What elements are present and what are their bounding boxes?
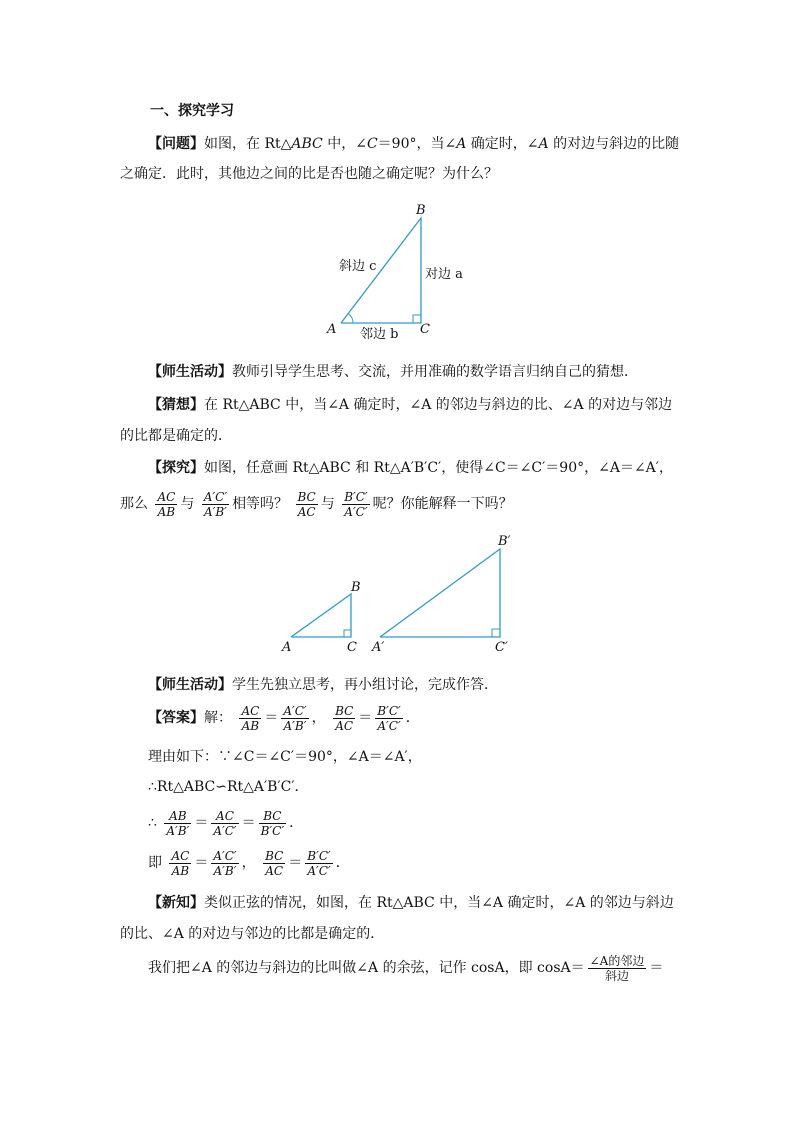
small-right-angle-mark [344,630,351,637]
denominator: AC [265,863,284,878]
answer-similar: ∴Rt△ABC∽Rt△A′B′C′． [148,779,309,795]
numerator: ∠A的邻边 [589,953,645,968]
numerator: A′C′ [203,489,228,504]
denominator: AB [157,504,176,519]
activity1-line [148,362,638,382]
fraction [263,849,285,878]
numerator: AC [241,703,260,718]
guess-label: 【猜想】 [148,397,204,413]
problem-var: A [456,136,467,152]
equals-sign: ＝ [649,960,664,976]
section-title: 一、探究学习 [150,103,234,119]
fraction [155,490,177,519]
explore-text: 相等吗？ [232,496,289,512]
explore-text: 与 [320,496,335,512]
denominator: AB [171,863,190,878]
explore-line-2 [120,486,513,522]
numerator: B′C′ [344,489,368,504]
numerator: A′C′ [283,703,307,718]
large-right-angle-mark [492,629,500,637]
numerator: BC [335,703,354,718]
label-C: C [347,640,357,655]
problem-text: 如图，在 Rt△ [204,136,292,152]
answer-text: 解： [204,710,232,726]
problem-text: ＝90°，当∠ [377,136,457,152]
problem-line-2: 之确定．此时，其他边之间的比是否也随之确定呢？为什么？ [120,166,498,182]
fraction [164,809,191,838]
label-B: B [416,203,426,218]
problem-text: 的对边与斜边的比随 [548,136,680,152]
answer-reason: 理由如下：∵∠C＝∠C′＝90°，∠A＝∠A′， [148,749,422,765]
fraction [375,704,402,733]
explore-text: 呢？你能解释一下吗？ [372,496,513,512]
fraction [296,490,318,519]
activity1-text: 教师引导学生思考、交流，并用准确的数学语言归纳自己的猜想． [232,364,638,380]
label-C: C [420,322,430,337]
large-triangle-outline [380,549,500,637]
answer-label: 【答案】 [148,710,204,726]
numerator: A′C′ [213,848,237,863]
denominator: A′B′ [213,863,237,878]
numerator: AC [211,809,238,824]
label-A: A [327,322,337,337]
denominator: AB [241,718,260,733]
figure-right-triangle [320,200,480,350]
fraction [281,704,308,733]
numerator: AC [157,489,176,504]
explore-text-1: 如图，任意画 Rt△ABC 和 Rt△A′B′C′，使得∠C＝∠C′＝90°，∠A＝∠A′， [204,460,673,476]
label-A: A [282,640,292,655]
problem-var: ABC [291,136,323,152]
activity2-line [148,675,498,695]
angle-arc [348,314,353,324]
denominator: A′C′ [344,504,368,519]
guess-line-1 [148,395,672,415]
label-C-prime: C′ [495,640,508,655]
numerator: BC [259,809,286,824]
fraction [202,490,229,519]
label-A-prime: A′ [372,640,385,655]
newknow-text-3: 我们把∠A 的邻边与斜边的比叫做∠A 的余弦，记作 cosA，即 cosA＝ [148,960,585,976]
denominator: B′C′ [260,823,285,838]
numerator: AC [171,848,190,863]
newknow-label: 【新知】 [148,895,204,911]
numerator: B′C′ [377,703,401,718]
explore-label: 【探究】 [148,460,204,476]
explore-text: 那么 [120,496,148,512]
numerator: BC [265,848,284,863]
activity2-text: 学生先独立思考，再小组讨论，完成作答． [232,677,498,693]
therefore-symbol: ∴ [148,815,157,831]
denominator: 斜边 [604,968,629,983]
newknow-line-2: 的比、∠A 的对边与邻边的比都是确定的． [120,926,385,942]
answer-ji: 即 $\frac{AC}{AB}$ ＝ $\frac{A'C'}{A'B'}$ ， $\frac{BC}{AC}$ ＝ $\frac{B'C'}{A'C'}$ ． [148,848,350,878]
fraction [588,954,647,983]
problem-line-1 [148,134,679,154]
denominator: A′B′ [166,823,190,838]
fraction [211,809,238,838]
label-B-prime: B′ [498,534,511,549]
problem-text: 确定时，∠ [466,136,539,152]
newknow-line-1 [148,893,674,913]
fraction [211,849,238,878]
denominator: A′B′ [283,718,307,733]
denominator: A′C′ [307,863,331,878]
denominator: A′C′ [377,718,401,733]
newknow-text-1: 类似正弦的情况，如图，在 Rt△ABC 中，当∠A 确定时，∠A 的邻边与斜边 [204,895,674,911]
figure-similar-triangles [278,530,528,660]
activity1-label: 【师生活动】 [148,364,232,380]
denominator: A′B′ [203,504,227,519]
problem-label: 【问题】 [148,136,204,152]
label-adjacent: 邻边 b [360,327,399,342]
label-B: B [351,580,361,595]
numerator: B′C′ [307,848,331,863]
fraction [333,704,355,733]
answer-line-1: 【答案】解： $\frac{AC}{AB}$ ＝ $\frac{A'C'}{A'B'}$ ， $\frac{BC}{AC}$ ＝ $\frac{B'C'}{A'C'}$ ． [148,703,420,733]
denominator: AC [335,718,354,733]
problem-var: C [366,136,378,152]
guess-text-1: 在 Rt△ABC 中，当∠A 确定时，∠A 的邻边与斜边的比、∠A 的对边与邻边 [204,397,673,413]
fraction [239,704,261,733]
fraction [305,849,332,878]
fraction [259,809,286,838]
denominator: AC [297,504,316,519]
label-hypotenuse: 斜边 c [339,259,377,274]
fraction [169,849,191,878]
newknow-line-3 [148,950,663,986]
fraction [342,490,369,519]
answer-therefore: ∴ $\frac{AB}{A'B'}$ ＝ $\frac{AC}{A'C'}$ ＝ $\frac{BC}{B'C'}$ ． [148,808,304,838]
explore-line-1 [148,458,673,478]
explore-text: 与 [180,496,195,512]
problem-text: 中，∠ [322,136,367,152]
answer-text: 即 [148,855,162,871]
denominator: A′C′ [213,823,237,838]
label-opposite: 对边 a [425,267,463,282]
problem-var: A [538,136,549,152]
numerator: BC [297,489,316,504]
guess-line-2: 的比都是确定的． [120,428,232,444]
activity2-label: 【师生活动】 [148,677,232,693]
numerator: AB [164,809,191,824]
small-triangle-outline [291,594,351,637]
